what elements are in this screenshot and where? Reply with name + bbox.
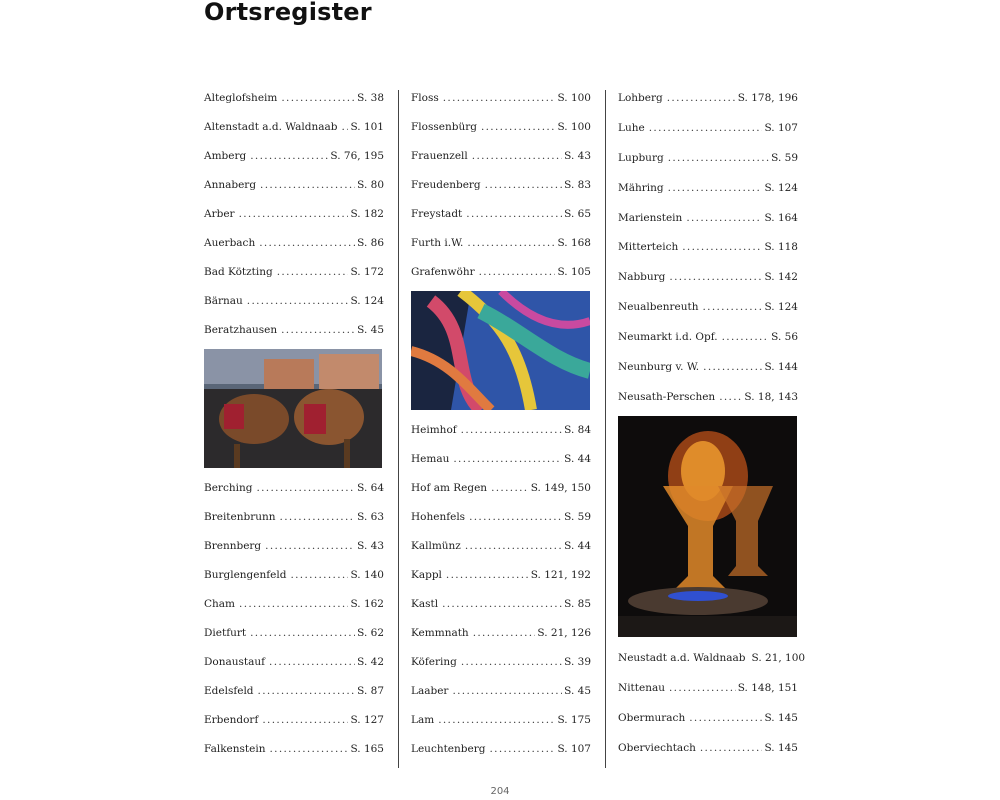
place-name: Bad Kötzting: [204, 266, 273, 278]
page-reference: S. 118: [764, 241, 798, 254]
index-entry: [411, 423, 591, 452]
dot-leader: [269, 742, 348, 756]
page-title: Ortsregister: [204, 0, 372, 26]
index-entry: [204, 91, 384, 120]
page-reference: S. 105: [557, 266, 591, 278]
place-name: Mähring: [618, 181, 664, 194]
place-name: Kallmünz: [411, 540, 461, 552]
place-name: Kastl: [411, 598, 439, 610]
dot-leader: [668, 151, 769, 165]
dot-leader: [702, 300, 762, 314]
place-name: Alteglofsheim: [204, 92, 278, 104]
dot-leader: [479, 265, 556, 279]
place-name: Brennberg: [204, 540, 262, 552]
photo-glass-furnace: [618, 416, 797, 637]
dot-leader: [485, 178, 562, 192]
index-entry: [411, 120, 591, 149]
page-reference: S. 145: [764, 711, 798, 724]
place-name: Donaustauf: [204, 656, 266, 668]
place-name: Neumarkt i.d. Opf.: [618, 331, 718, 344]
index-entry: [411, 178, 591, 207]
place-name: Kappl: [411, 569, 442, 581]
place-name: Kemmnath: [411, 627, 469, 639]
index-entry: [618, 330, 798, 360]
column-divider: [398, 90, 399, 768]
page-reference: S. 172: [350, 266, 384, 278]
index-entry: [411, 91, 591, 120]
index-entry: [204, 236, 384, 265]
page-reference: S. 149, 150: [530, 482, 591, 494]
index-entry: [618, 151, 798, 181]
place-name: Lupburg: [618, 151, 664, 164]
dot-leader: [442, 597, 562, 611]
dot-leader: [682, 240, 762, 254]
place-name: Floss: [411, 92, 439, 104]
index-entry: [204, 207, 384, 236]
place-name: Edelsfeld: [204, 685, 254, 697]
place-name: Luhe: [618, 121, 645, 134]
dot-leader: [239, 597, 348, 611]
dot-leader: [265, 539, 355, 553]
index-entry: [204, 713, 384, 742]
index-entry: [411, 655, 591, 684]
index-entry: [204, 149, 384, 178]
dot-leader: [259, 236, 355, 250]
place-name: Burglengenfeld: [204, 569, 287, 581]
place-name: Altenstadt a.d. Waldnaab: [204, 121, 338, 133]
index-entry: [618, 240, 798, 270]
dot-leader: [452, 684, 562, 698]
page-reference: S. 165: [350, 743, 384, 755]
place-name: Neustadt a.d. Waldnaab: [618, 652, 746, 664]
dot-leader: [667, 91, 736, 105]
page-reference: S. 63: [357, 511, 384, 523]
place-name: Erbendorf: [204, 714, 259, 726]
page-reference: S. 45: [357, 324, 384, 336]
page-reference: S. 124: [764, 301, 798, 314]
index-entry: [204, 626, 384, 655]
place-name: Flossenbürg: [411, 121, 477, 133]
dot-leader: [239, 207, 349, 221]
page-reference: S. 21, 126: [537, 627, 591, 639]
column-2-top: [411, 91, 591, 294]
dot-leader: [686, 211, 762, 225]
dot-leader: [281, 91, 355, 105]
page-reference: S. 121, 192: [530, 569, 591, 581]
page-reference: S. 21, 100: [751, 652, 806, 664]
place-name: Neualbenreuth: [618, 301, 699, 314]
index-entry: [411, 236, 591, 265]
column-3-bottom: [618, 651, 806, 771]
page-reference: S. 84: [564, 424, 591, 436]
dot-leader: [260, 178, 355, 192]
index-entry: [411, 568, 591, 597]
page-reference: S. 178, 196: [737, 92, 798, 104]
place-name: Laaber: [411, 685, 449, 697]
place-name: Hohenfels: [411, 511, 466, 523]
column-divider: [605, 90, 606, 768]
index-entry: [411, 713, 591, 742]
place-name: Beratzhausen: [204, 324, 278, 336]
index-entry: [411, 207, 591, 236]
page-reference: S. 127: [350, 714, 384, 726]
index-entry: [411, 452, 591, 481]
place-name: Breitenbrunn: [204, 511, 276, 523]
dot-leader: [461, 423, 562, 437]
dot-leader: [269, 655, 355, 669]
photo-horses: [204, 349, 382, 468]
page-reference: S. 101: [350, 121, 384, 133]
index-entry: [411, 742, 591, 771]
place-name: Lohberg: [618, 92, 663, 104]
place-name: Neusath-Perschen: [618, 390, 716, 403]
index-entry: [204, 265, 384, 294]
place-name: Oberviechtach: [618, 741, 696, 754]
index-entry: [618, 360, 798, 390]
dot-leader: [700, 741, 763, 755]
column-1-bottom: [204, 481, 384, 771]
dot-leader: [719, 390, 742, 404]
index-entry: [204, 597, 384, 626]
index-entry: [411, 481, 591, 510]
dot-leader: [481, 120, 556, 134]
place-name: Berching: [204, 482, 253, 494]
dot-leader: [668, 181, 763, 195]
page-reference: S. 140: [350, 569, 384, 581]
page-reference: S. 87: [357, 685, 384, 697]
index-entry: [411, 510, 591, 539]
page-reference: S. 144: [764, 361, 798, 374]
photo-ribbons: [411, 291, 590, 410]
page-reference: S. 86: [357, 237, 384, 249]
place-name: Hemau: [411, 453, 450, 465]
place-name: Köfering: [411, 656, 457, 668]
page-reference: S. 38: [357, 92, 384, 104]
place-name: Amberg: [204, 150, 247, 162]
place-name: Falkenstein: [204, 743, 266, 755]
page-reference: S. 107: [764, 121, 798, 134]
dot-leader: [280, 510, 356, 524]
index-entry: [411, 684, 591, 713]
index-entry: [204, 684, 384, 713]
index-entry: [204, 568, 384, 597]
place-name: Annaberg: [204, 179, 257, 191]
page-reference: S. 145: [764, 741, 798, 754]
index-entry: [618, 270, 798, 300]
index-entry: [204, 655, 384, 684]
page-reference: S. 56: [771, 331, 798, 344]
page-reference: S. 107: [557, 743, 591, 755]
index-entry: [411, 149, 591, 178]
page-reference: S. 100: [557, 92, 591, 104]
dot-leader: [453, 452, 562, 466]
page-reference: S. 142: [764, 271, 798, 284]
page-reference: S. 83: [564, 179, 591, 191]
page-reference: S. 175: [557, 714, 591, 726]
page-reference: S. 42: [357, 656, 384, 668]
page-reference: S. 39: [564, 656, 591, 668]
page-reference: S. 64: [357, 482, 384, 494]
dot-leader: [466, 207, 562, 221]
place-name: Obermurach: [618, 711, 686, 724]
dot-leader: [669, 681, 736, 695]
dot-leader: [250, 149, 328, 163]
page-number: 204: [490, 786, 510, 797]
place-name: Auerbach: [204, 237, 256, 249]
page-reference: S. 100: [557, 121, 591, 133]
dot-leader: [461, 655, 562, 669]
index-entry: [204, 510, 384, 539]
place-name: Cham: [204, 598, 236, 610]
column-3-top: [618, 91, 798, 420]
page-reference: S. 148, 151: [737, 681, 798, 694]
index-entry: [411, 265, 591, 294]
place-name: Dietfurt: [204, 627, 247, 639]
place-name: Nabburg: [618, 271, 666, 284]
index-entry: [204, 178, 384, 207]
dot-leader: [469, 510, 562, 524]
place-name: Heimhof: [411, 424, 457, 436]
place-name: Lam: [411, 714, 435, 726]
place-name: Furth i.W.: [411, 237, 464, 249]
dot-leader: [446, 568, 529, 582]
index-entry: [411, 626, 591, 655]
dot-leader: [465, 539, 562, 553]
index-entry: [204, 742, 384, 771]
dot-leader: [281, 323, 355, 337]
page-reference: S. 76, 195: [330, 150, 384, 162]
dot-leader: [689, 711, 762, 725]
index-entry: [204, 294, 384, 323]
page-reference: S. 62: [357, 627, 384, 639]
page-reference: S. 59: [771, 151, 798, 164]
index-entry: [618, 91, 798, 121]
dot-leader: [489, 742, 555, 756]
dot-leader: [290, 568, 348, 582]
place-name: Leuchtenberg: [411, 743, 486, 755]
place-name: Grafenwöhr: [411, 266, 475, 278]
page-reference: S. 44: [564, 540, 591, 552]
index-entry: [618, 681, 798, 711]
dot-leader: [703, 360, 762, 374]
index-entry: [618, 651, 806, 681]
index-entry: [618, 181, 798, 211]
index-entry: [618, 711, 798, 741]
index-entry: [618, 121, 798, 151]
dot-leader: [277, 265, 349, 279]
page-reference: S. 59: [564, 511, 591, 523]
dot-leader: [247, 294, 349, 308]
dot-leader: [342, 120, 349, 134]
page-reference: S. 162: [350, 598, 384, 610]
place-name: Bärnau: [204, 295, 243, 307]
page-reference: S. 80: [357, 179, 384, 191]
index-entry: [204, 323, 384, 352]
page-reference: S. 44: [564, 453, 591, 465]
page-reference: S. 164: [764, 211, 798, 224]
place-name: Arber: [204, 208, 235, 220]
dot-leader: [438, 713, 555, 727]
dot-leader: [649, 121, 763, 135]
place-name: Marienstein: [618, 211, 683, 224]
place-name: Frauenzell: [411, 150, 468, 162]
index-entry: [204, 539, 384, 568]
page-reference: S. 65: [564, 208, 591, 220]
dot-leader: [262, 713, 348, 727]
page-reference: S. 45: [564, 685, 591, 697]
place-name: Hof am Regen: [411, 482, 488, 494]
page-reference: S. 124: [764, 181, 798, 194]
index-entry: [618, 741, 798, 771]
index-entry: [411, 539, 591, 568]
index-entry: [618, 211, 798, 241]
dot-leader: [473, 626, 536, 640]
column-2-bottom: [411, 423, 591, 771]
index-entry: [204, 481, 384, 510]
page-reference: S. 43: [357, 540, 384, 552]
page-reference: S. 168: [557, 237, 591, 249]
place-name: Neunburg v. W.: [618, 361, 700, 374]
dot-leader: [250, 626, 355, 640]
dot-leader: [443, 91, 556, 105]
dot-leader: [472, 149, 562, 163]
dot-leader: [256, 481, 355, 495]
page-reference: S. 124: [350, 295, 384, 307]
page-reference: S. 182: [350, 208, 384, 220]
place-name: Freudenberg: [411, 179, 481, 191]
index-entry: [411, 597, 591, 626]
index-entry: [204, 120, 384, 149]
place-name: Nittenau: [618, 681, 665, 694]
place-name: Mitterteich: [618, 241, 679, 254]
place-name: Freystadt: [411, 208, 463, 220]
dot-leader: [669, 270, 762, 284]
page-reference: S. 43: [564, 150, 591, 162]
page-reference: S. 18, 143: [744, 390, 798, 403]
dot-leader: [491, 481, 529, 495]
page-reference: S. 85: [564, 598, 591, 610]
dot-leader: [467, 236, 555, 250]
dot-leader: [258, 684, 356, 698]
index-entry: [618, 300, 798, 330]
column-1-top: [204, 91, 384, 352]
dot-leader: [722, 330, 770, 344]
